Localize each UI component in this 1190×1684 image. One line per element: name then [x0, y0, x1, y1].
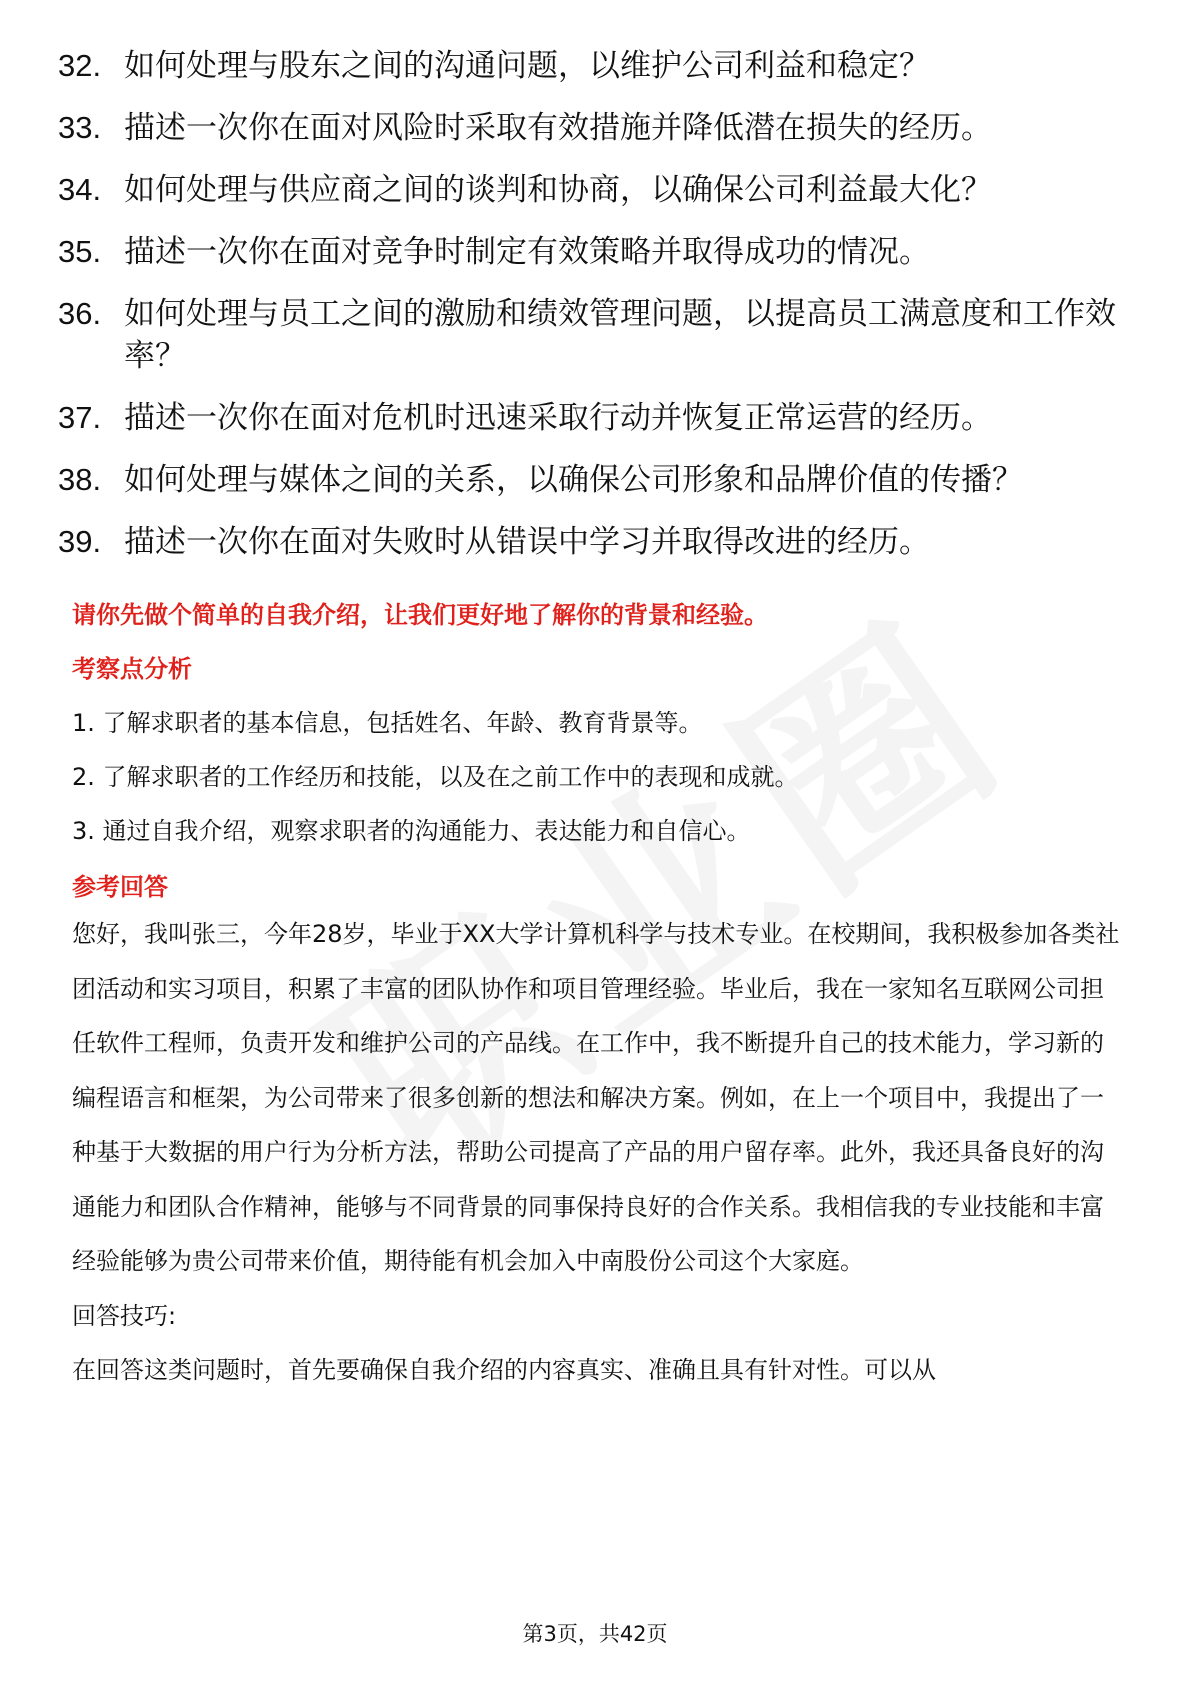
question-number: 38.	[58, 462, 102, 497]
question-text: 如何处理与员工之间的激励和绩效管理问题，以提高员工满意度和工作效率？	[124, 296, 1116, 374]
reference-heading: 参考回答	[72, 873, 168, 901]
question-text: 描述一次你在面对危机时迅速采取行动并恢复正常运营的经历。	[124, 400, 992, 436]
reference-section	[72, 870, 1122, 1398]
question-item	[58, 231, 1138, 273]
question-number: 35.	[58, 234, 102, 269]
question-text: 描述一次你在面对竞争时制定有效策略并取得成功的情况。	[124, 234, 930, 270]
reference-answer: 您好，我叫张三，今年28岁，毕业于XX大学计算机科学与技术专业。在校期间，我积极参加各类社团活动和实习项目，积累了丰富的团队协作和项目管理经验。毕业后，我在一家知名互联网公司担任软件工程师，负责开发和维护公司的产品线。在工作中，我不断提升自己的技术能力，学习新的编程语言和框架，为公司带来了很多创新的想法和解决方案。例如，在上一个项目中，我提出了一种基于大数据的用户行为分析方法，帮助公司提高了产品的用户留存率。此外，我还具备良好的沟通能力和团队合作精神，能够与不同背景的同事保持良好的合作关系。我相信我的专业技能和丰富经验能够为贵公司带来价值，期待能有机会加入中南股份公司这个大家庭。	[72, 920, 1120, 1275]
analysis-point: 2. 了解求职者的工作经历和技能，以及在之前工作中的表现和成就。	[72, 763, 799, 791]
tips-label: 回答技巧:	[72, 1301, 177, 1330]
question-item	[58, 397, 1138, 439]
question-item	[58, 107, 1138, 149]
question-number: 37.	[58, 400, 102, 435]
question-number: 36.	[58, 296, 102, 331]
question-item	[58, 459, 1138, 501]
question-number: 33.	[58, 110, 102, 145]
analysis-point: 3. 通过自我介绍，观察求职者的沟通能力、表达能力和自信心。	[72, 817, 751, 845]
question-item	[58, 521, 1138, 563]
question-text: 如何处理与股东之间的沟通问题，以维护公司利益和稳定？	[124, 48, 930, 84]
question-text: 如何处理与媒体之间的关系，以确保公司形象和品牌价值的传播？	[124, 462, 1023, 498]
analysis-heading: 考察点分析	[72, 655, 192, 683]
question-item	[58, 169, 1138, 211]
question-number: 34.	[58, 172, 102, 207]
question-section	[72, 598, 1122, 848]
question-list	[58, 45, 1138, 583]
tips-text: 在回答这类问题时，首先要确保自我介绍的内容真实、准确且具有针对性。可以从	[72, 1356, 936, 1384]
question-text: 如何处理与供应商之间的谈判和协商，以确保公司利益最大化？	[124, 172, 992, 208]
page-footer: 第3页，共42页	[522, 1622, 668, 1646]
question-number: 32.	[58, 48, 102, 83]
question-text: 描述一次你在面对风险时采取有效措施并降低潜在损失的经历。	[124, 110, 992, 146]
question-item	[58, 45, 1138, 87]
question-text: 描述一次你在面对失败时从错误中学习并取得改进的经历。	[124, 524, 930, 560]
analysis-point: 1. 了解求职者的基本信息，包括姓名、年龄、教育背景等。	[72, 709, 703, 737]
question-title: 请你先做个简单的自我介绍，让我们更好地了解你的背景和经验。	[72, 601, 768, 629]
question-number: 39.	[58, 524, 102, 559]
question-item	[58, 293, 1138, 377]
